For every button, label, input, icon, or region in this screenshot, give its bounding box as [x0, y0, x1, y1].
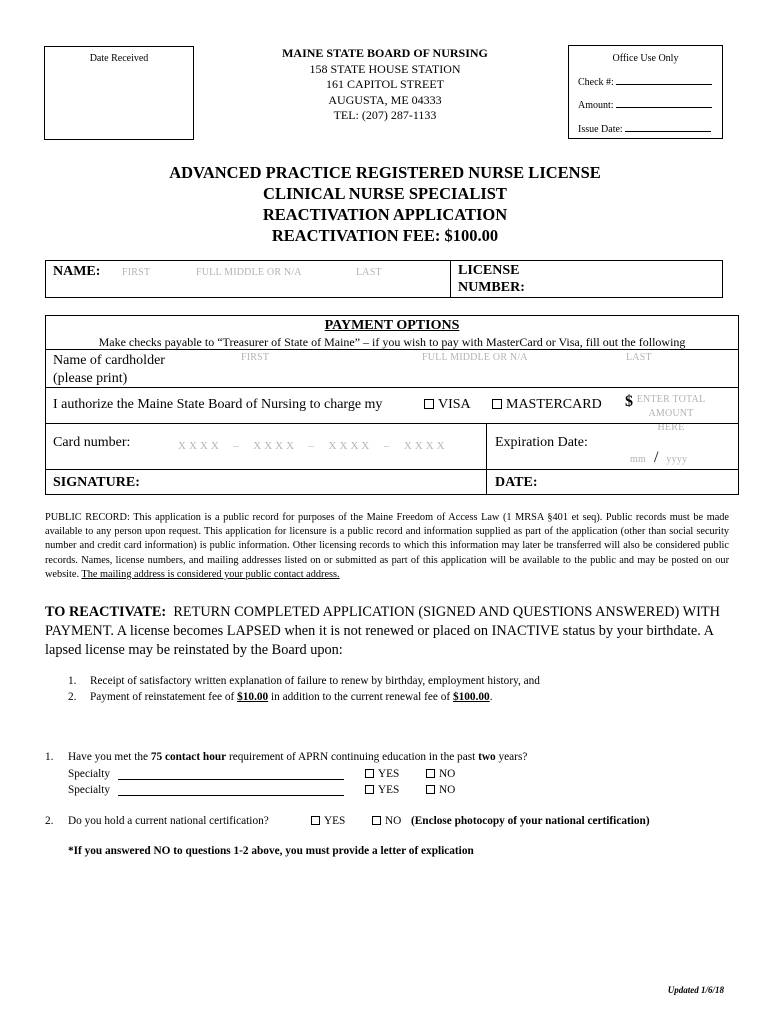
specialty-row-1	[45, 766, 729, 783]
board-telephone: TEL: (207) 287-1133	[333, 108, 437, 122]
card-number-field[interactable]	[46, 424, 487, 470]
checkbox-icon	[426, 769, 435, 778]
name-field[interactable]	[46, 261, 451, 297]
specialty-2-no-checkbox[interactable]: NO	[426, 782, 455, 799]
exp-month-placeholder: mm	[630, 454, 646, 465]
checkbox-icon	[372, 816, 381, 825]
expiration-date-field[interactable]	[630, 449, 687, 467]
reactivate-list	[68, 674, 728, 705]
reactivate-label: TO REACTIVATE:	[45, 604, 167, 620]
reactivate-item-2: 2. Payment of reinstatement fee of $10.00 in addition to the current renewal fee of $100.00.	[68, 690, 493, 703]
payment-options-box	[45, 315, 739, 495]
specialty-input-2[interactable]	[118, 784, 344, 796]
checkbox-icon	[426, 785, 435, 794]
form-title	[0, 162, 770, 246]
title-line3: REACTIVATION APPLICATION	[262, 205, 508, 224]
cardholder-label-line2: (please print)	[53, 371, 128, 386]
title-line2: CLINICAL NURSE SPECIALIST	[263, 184, 507, 203]
specialty-2-yes-checkbox[interactable]: YES	[365, 782, 399, 799]
public-record-notice	[45, 511, 729, 582]
public-record-text: PUBLIC RECORD: This application is a public record for purposes of the Maine Freedom of Access Law (1 MRSA §401 et seq). Public records must be made available to any person upon request. This application for licensure is a public record and information supplied as part of the application (other than social security number and credit card information) is public information. Other licensing records to which this information may later be transferred will also be considered public records. Names, license numbers, and mailing addresses listed on or submitted as part of this application will be available to the public and may be posted on our website.	[45, 512, 729, 580]
checkbox-icon	[365, 769, 374, 778]
name-label: NAME:	[53, 264, 101, 279]
signature-row	[46, 469, 738, 495]
question-2-yes-checkbox[interactable]: YES	[311, 813, 345, 830]
board-name: MAINE STATE BOARD OF NURSING	[282, 46, 488, 60]
office-use-label: Office Use Only	[612, 53, 679, 64]
cardholder-first-placeholder: FIRST	[241, 352, 270, 363]
amount-field[interactable]	[578, 100, 712, 111]
cardholder-last-placeholder: LAST	[626, 352, 652, 363]
visa-label: VISA	[438, 397, 471, 412]
specialty-1-yes-checkbox[interactable]: YES	[365, 766, 399, 783]
exp-year-placeholder: yyyy	[666, 454, 688, 465]
specialty-label: Specialty	[68, 784, 111, 796]
title-line4: REACTIVATION FEE: $100.00	[271, 226, 499, 245]
authorize-text: I authorize the Maine State Board of Nursing to charge my	[53, 397, 383, 412]
office-use-box	[568, 45, 723, 139]
visa-checkbox[interactable]	[424, 397, 471, 413]
payment-instructions: Make checks payable to “Treasurer of State of Maine” – if you wish to pay with MasterCard or Visa, fill out the following	[98, 335, 686, 349]
question-2-no-checkbox[interactable]: NO	[372, 813, 401, 830]
signature-field[interactable]	[46, 470, 487, 495]
payment-options-heading: PAYMENT OPTIONS	[324, 318, 460, 333]
signature-label: SIGNATURE:	[53, 475, 140, 490]
board-address-line3: AUGUSTA, ME 04333	[328, 92, 442, 107]
mastercard-checkbox[interactable]	[492, 397, 602, 413]
reactivate-item-1: 1. Receipt of satisfactory written explanation of failure to renew by birthday, employment history, and	[68, 675, 540, 687]
card-number-placeholder: XXXX – XXXX – XXXX – XXXX	[178, 440, 448, 452]
expiration-date-label: Expiration Date:	[495, 435, 588, 450]
cardholder-middle-placeholder: FULL MIDDLE OR N/A	[422, 352, 528, 363]
reactivate-text: RETURN COMPLETED APPLICATION (SIGNED AND QUESTIONS ANSWERED) WITH PAYMENT. A license becomes LAPSED when it is not renewed or placed on INACTIVE status by your birthdate. A lapsed license may be reinstated by the Board upon:	[45, 604, 720, 658]
enter-total-placeholder-1: ENTER TOTAL	[636, 394, 706, 405]
question-1	[45, 749, 729, 799]
mastercard-label: MASTERCARD	[506, 397, 602, 412]
specialty-input-1[interactable]	[118, 768, 344, 780]
name-license-row	[45, 260, 723, 298]
check-number-field[interactable]	[578, 77, 712, 88]
name-middle-placeholder: FULL MIDDLE OR N/A	[196, 267, 302, 278]
card-number-label: Card number:	[53, 435, 131, 450]
card-row	[46, 423, 738, 470]
question-2: 2. Do you hold a current national certification? YES NO (Enclose photocopy of your national certification)	[45, 813, 729, 830]
board-address-line1: 158 STATE HOUSE STATION	[309, 61, 461, 76]
license-number-field[interactable]	[458, 262, 525, 296]
exp-slash: /	[653, 449, 659, 466]
board-address-line2: 161 CAPITOL STREET	[325, 77, 444, 91]
questions-footnote: *If you answered NO to questions 1-2 above, you must provide a letter of explication	[68, 845, 474, 857]
name-last-placeholder: LAST	[356, 267, 382, 278]
title-line1: ADVANCED PRACTICE REGISTERED NURSE LICENSE	[169, 163, 601, 182]
date-received-label: Date Received	[89, 53, 149, 64]
amount-label: Amount:	[578, 100, 614, 111]
checkbox-icon	[424, 399, 434, 409]
question-2-note: (Enclose photocopy of your national certification)	[411, 815, 650, 827]
checkbox-icon	[365, 785, 374, 794]
question-2-text: Do you hold a current national certification?	[68, 815, 269, 827]
board-address-block	[250, 46, 520, 124]
cardholder-label-line1: Name of cardholder	[53, 353, 165, 368]
dollar-sign: $	[625, 393, 633, 410]
checkbox-icon	[492, 399, 502, 409]
enter-total-placeholder-2: AMOUNT HERE	[648, 408, 694, 433]
issue-date-label: Issue Date:	[578, 124, 623, 135]
question-1-text: 1. Have you met the 75 contact hour requirement of APRN continuing education in the past two years?	[45, 751, 528, 763]
date-received-box	[44, 46, 194, 140]
specialty-row-2	[45, 782, 729, 799]
cardholder-name-field[interactable]	[46, 349, 738, 388]
public-record-underlined: The mailing address is considered your public contact address.	[81, 568, 340, 580]
license-label-line1: LICENSE	[458, 263, 520, 278]
updated-date: Updated 1/6/18	[667, 985, 724, 995]
specialty-1-no-checkbox[interactable]: NO	[426, 766, 455, 783]
reactivate-section	[45, 603, 729, 660]
license-label-line2: NUMBER:	[458, 280, 525, 295]
checkbox-icon	[311, 816, 320, 825]
specialty-label: Specialty	[68, 767, 111, 780]
authorize-row	[46, 387, 738, 433]
name-first-placeholder: FIRST	[122, 267, 151, 278]
date-field[interactable]: DATE:	[495, 475, 538, 490]
check-number-label: Check #:	[578, 77, 614, 88]
issue-date-field[interactable]	[578, 124, 711, 135]
